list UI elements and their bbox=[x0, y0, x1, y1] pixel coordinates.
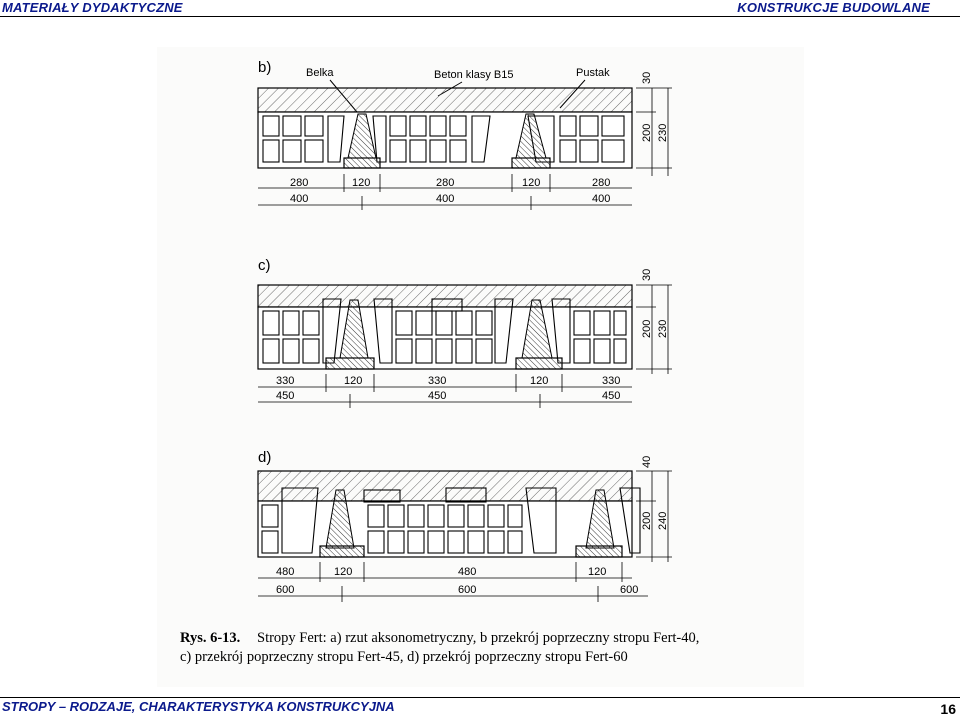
dim-b-top-5: 280 bbox=[592, 177, 611, 189]
dim-c-top-2: 120 bbox=[344, 375, 363, 387]
section-b-drawing bbox=[258, 59, 672, 210]
dim-b-right-1: 30 bbox=[641, 71, 653, 84]
dim-d-right-2: 200 bbox=[641, 511, 653, 530]
dim-d-right-1: 40 bbox=[641, 455, 653, 468]
dim-d-bot-2: 600 bbox=[458, 584, 477, 596]
dim-b-right-2: 200 bbox=[641, 123, 653, 142]
section-d-label: d) bbox=[258, 449, 272, 466]
dim-c-top-5: 330 bbox=[602, 375, 621, 387]
page-number: 16 bbox=[940, 701, 956, 717]
dim-c-top-4: 120 bbox=[530, 375, 549, 387]
callout-belka: Belka bbox=[306, 67, 334, 79]
dim-c-bot-2: 450 bbox=[428, 390, 447, 402]
dim-c-bot-3: 450 bbox=[602, 390, 621, 402]
section-b-label: b) bbox=[258, 59, 272, 76]
callout-pustak: Pustak bbox=[576, 67, 610, 79]
dim-c-right-3: 230 bbox=[657, 319, 669, 338]
dim-c-top-3: 330 bbox=[428, 375, 447, 387]
dim-d-top-4: 120 bbox=[588, 566, 607, 578]
footer-rule bbox=[0, 697, 960, 698]
section-d-drawing bbox=[258, 449, 672, 602]
dim-d-bot-1: 600 bbox=[276, 584, 295, 596]
dim-d-right-3: 240 bbox=[657, 511, 669, 530]
dim-d-top-2: 120 bbox=[334, 566, 353, 578]
caption-ref: Rys. 6-13. bbox=[180, 630, 241, 646]
dim-d-bot-3: 600 bbox=[620, 584, 639, 596]
dim-d-top-1: 480 bbox=[276, 566, 295, 578]
dim-c-bot-1: 450 bbox=[276, 390, 295, 402]
dim-b-bot-3: 400 bbox=[592, 193, 611, 205]
section-c-drawing bbox=[258, 257, 672, 408]
dim-c-right-2: 200 bbox=[641, 319, 653, 338]
callout-beton: Beton klasy B15 bbox=[434, 69, 514, 81]
footer-title: STROPY – RODZAJE, CHARAKTERYSTYKA KONSTRUKCYJNA bbox=[2, 699, 395, 714]
header-left-title: MATERIAŁY DYDAKTYCZNE bbox=[2, 0, 183, 15]
dim-b-top-2: 120 bbox=[352, 177, 371, 189]
dim-c-top-1: 330 bbox=[276, 375, 295, 387]
dim-d-top-3: 480 bbox=[458, 566, 477, 578]
dim-b-right-3: 230 bbox=[657, 123, 669, 142]
dim-c-right-1: 30 bbox=[641, 268, 653, 281]
dim-b-top-3: 280 bbox=[436, 177, 455, 189]
dim-b-top-4: 120 bbox=[522, 177, 541, 189]
caption-line-2: c) przekrój poprzeczny stropu Fert-45, d) przekrój poprzeczny stropu Fert-60 bbox=[180, 649, 628, 665]
section-c-label: c) bbox=[258, 257, 271, 274]
header-right-title: KONSTRUKCJE BUDOWLANE bbox=[737, 0, 930, 15]
caption-line-1: Stropy Fert: a) rzut aksonometryczny, b przekrój poprzeczny stropu Fert-40, bbox=[257, 630, 700, 646]
dim-b-top-1: 280 bbox=[290, 177, 309, 189]
dim-b-bot-1: 400 bbox=[290, 193, 309, 205]
figure-caption bbox=[180, 630, 699, 665]
dim-b-bot-2: 400 bbox=[436, 193, 455, 205]
